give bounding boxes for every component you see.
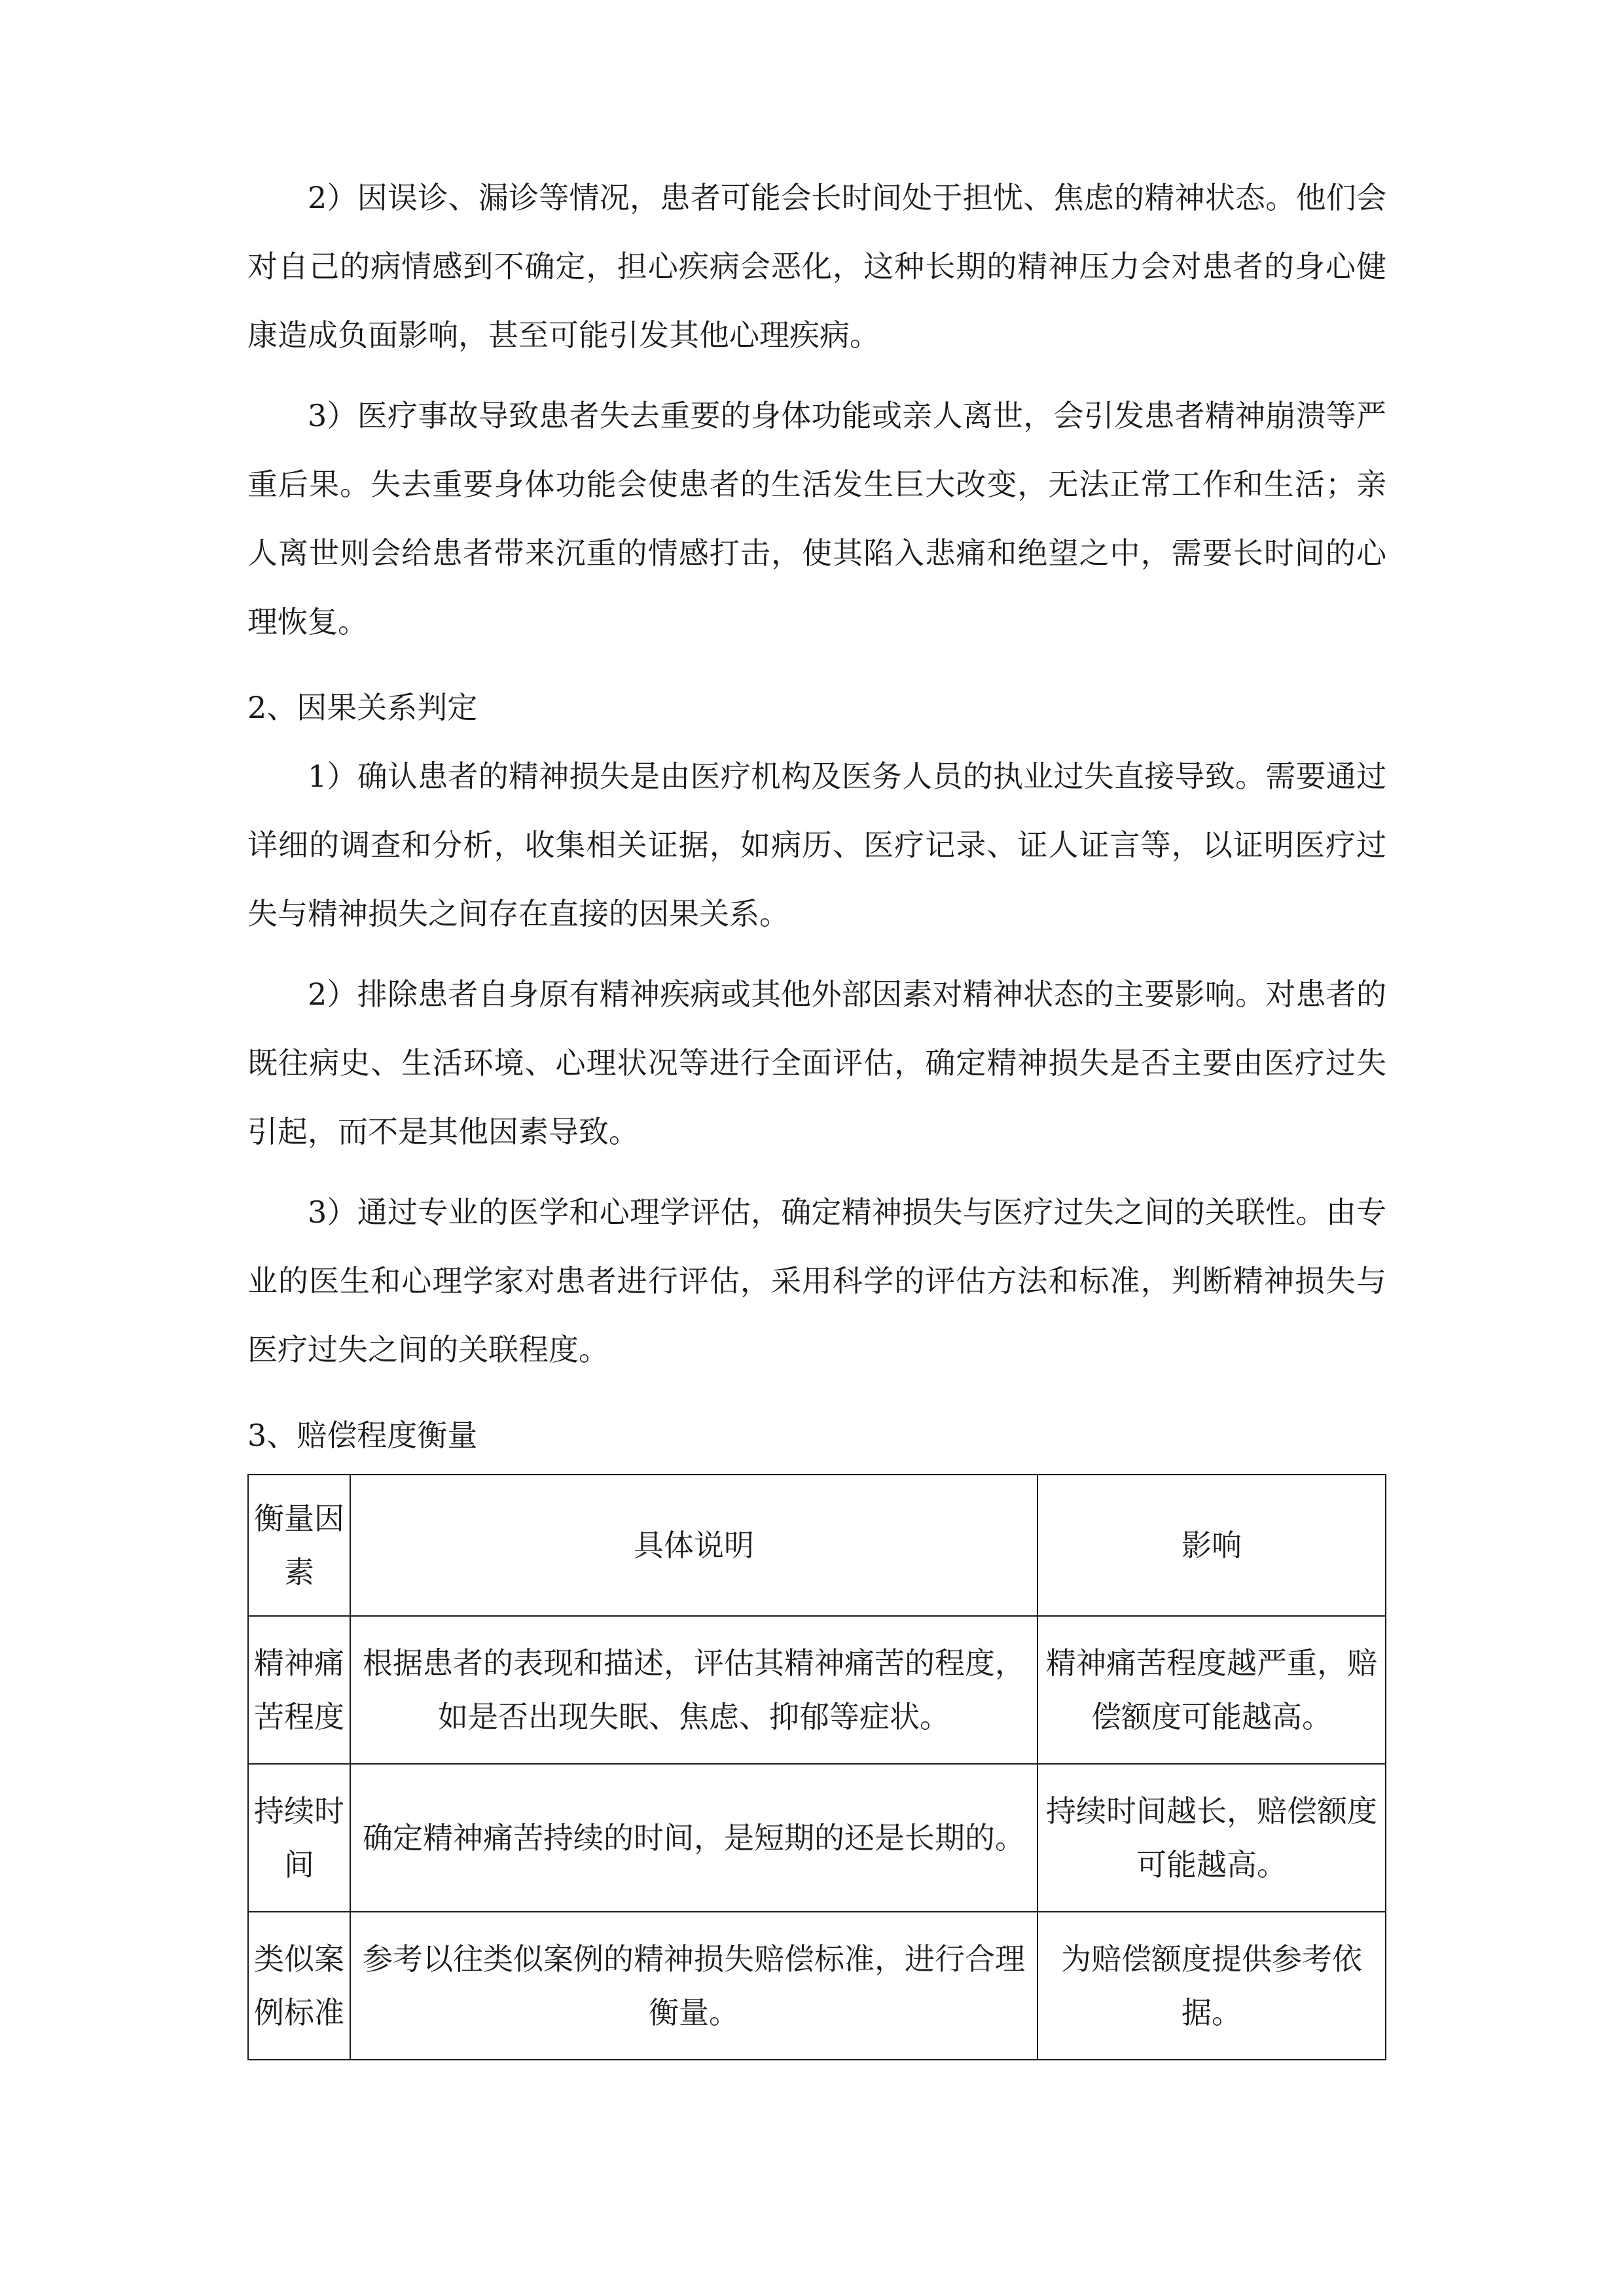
paragraph-causality-1: 1）确认患者的精神损失是由医疗机构及医务人员的执业过失直接导致。需要通过详细的调查和分析，收集相关证据，如病历、医疗记录、证人证言等，以证明医疗过失与精神损失之间存在直接的因果关系。 — [247, 759, 1386, 931]
paragraph-causality-2: 2）排除患者自身原有精神疾病或其他外部因素对精神状态的主要影响。对患者的既往病史、生活环境、心理状况等进行全面评估，确定精神损失是否主要由医疗过失引起，而不是其他因素导致。 — [247, 977, 1386, 1149]
table-cell-impact: 为赔偿额度提供参考依据。 — [1038, 1912, 1386, 2060]
table-cell-impact: 精神痛苦程度越严重，赔偿额度可能越高。 — [1038, 1616, 1386, 1764]
table-cell-factor: 精神痛苦程度 — [248, 1616, 350, 1764]
section-heading-compensation: 3、赔偿程度衡量 — [247, 1418, 478, 1453]
table-header-row — [248, 1475, 1386, 1616]
table-row — [248, 1912, 1386, 2060]
paragraph-causality-3: 3）通过专业的医学和心理学评估，确定精神损失与医疗过失之间的关联性。由专业的医生和心理学家对患者进行评估，采用科学的评估方法和标准，判断精神损失与医疗过失之间的关联程度。 — [247, 1194, 1386, 1367]
table-cell-description: 根据患者的表现和描述，评估其精神痛苦的程度，如是否出现失眠、焦虑、抑郁等症状。 — [350, 1616, 1038, 1764]
paragraph-medical-accident: 3）医疗事故导致患者失去重要的身体功能或亲人离世，会引发患者精神崩溃等严重后果。失去重要身体功能会使患者的生活发生巨大改变，无法正常工作和生活；亲人离世则会给患者带来沉重的情感打击，使其陷入悲痛和绝望之中，需要长时间的心理恢复。 — [247, 398, 1386, 639]
table-cell-description: 参考以往类似案例的精神损失赔偿标准，进行合理衡量。 — [350, 1912, 1038, 2060]
table-row — [248, 1616, 1386, 1764]
table-header-cell: 衡量因素 — [248, 1475, 350, 1616]
table-cell-impact: 持续时间越长，赔偿额度可能越高。 — [1038, 1764, 1386, 1912]
table-cell-description: 确定精神痛苦持续的时间，是短期的还是长期的。 — [350, 1764, 1038, 1912]
table-cell-factor: 类似案例标准 — [248, 1912, 350, 2060]
section-heading-causality: 2、因果关系判定 — [247, 690, 478, 725]
table-header-cell: 具体说明 — [350, 1475, 1038, 1616]
table-cell-factor: 持续时间 — [248, 1764, 350, 1912]
table-header-cell: 影响 — [1038, 1475, 1386, 1616]
paragraph-misdiagnosis: 2）因误诊、漏诊等情况，患者可能会长时间处于担忧、焦虑的精神状态。他们会对自己的病情感到不确定，担心疾病会恶化，这种长期的精神压力会对患者的身心健康造成负面影响，甚至可能引发其他心理疾病。 — [247, 180, 1386, 353]
document-page — [247, 164, 1386, 2060]
compensation-table — [247, 1474, 1386, 2060]
table-row — [248, 1764, 1386, 1912]
